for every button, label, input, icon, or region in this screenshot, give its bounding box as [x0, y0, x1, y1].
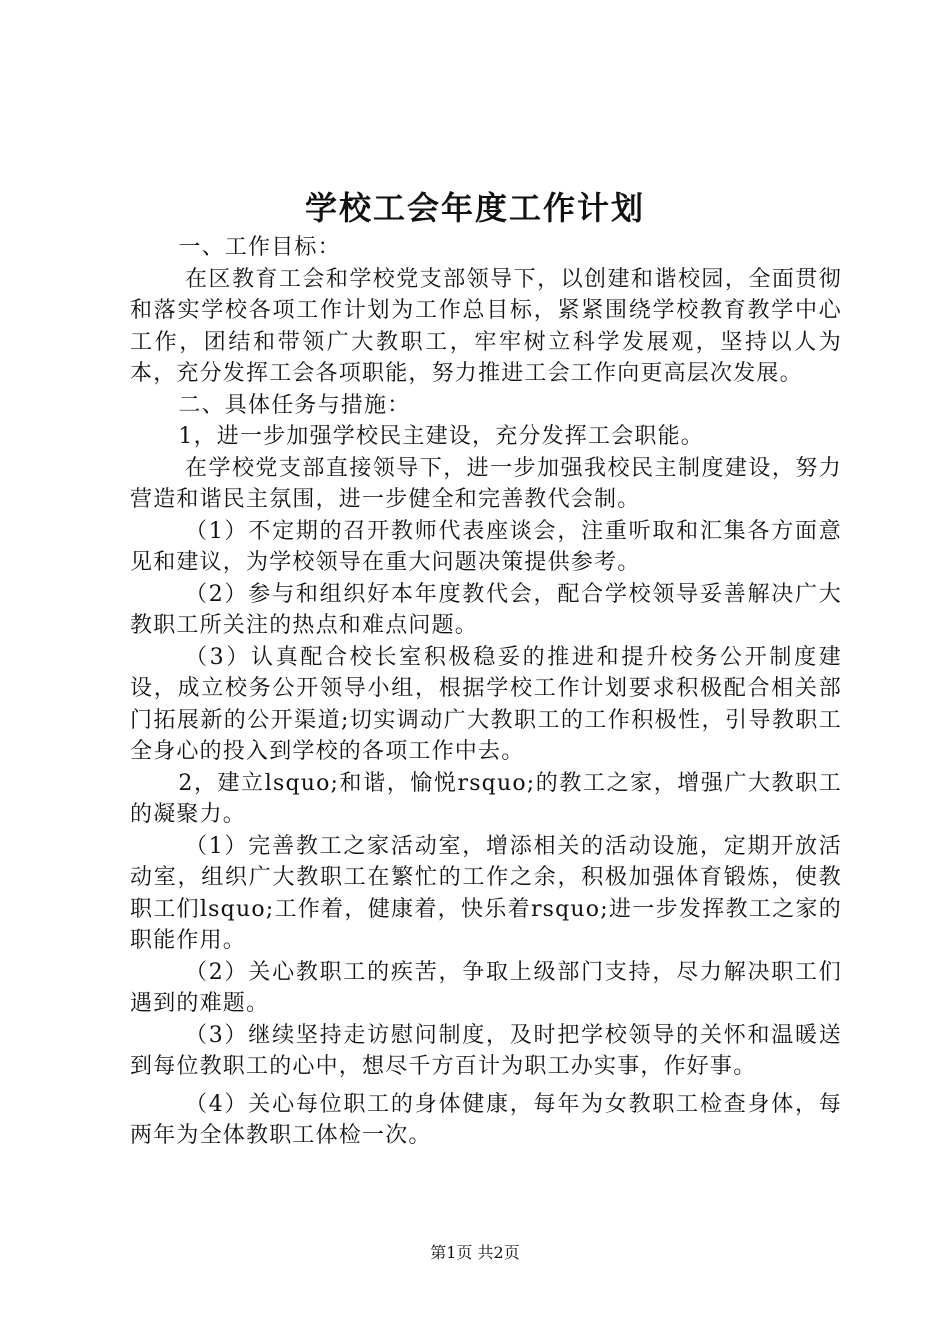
list-item-2-4: （4）关心每位职工的身体健康，每年为女教职工检查身体，每两年为全体教职工体检一次。 [130, 1091, 842, 1148]
section-heading-tasks: 二、具体任务与措施： [178, 392, 411, 418]
paragraph-goals: 在区教育工会和学校党支部领导下，以创建和谐校园，全面贯彻和落实学校各项工作计划为工作总目标，紧紧围绕学校教育教学中心工作，团结和带领广大教职工，牢牢树立科学发展观，坚持以人为本，充分发挥工会各项职能，努力推进工会工作向更高层次发展。 [130, 266, 842, 386]
list-item-1-3: （3）认真配合校长室积极稳妥的推进和提升校务公开制度建设，成立校务公开领导小组，根据学校工作计划要求积极配合相关部门拓展新的公开渠道;切实调动广大教职工的工作积极性，引导教职工全身心的投入到学校的各项工作中去。 [130, 644, 842, 764]
document-title: 学校工会年度工作计划 [304, 189, 645, 227]
document-body [130, 232, 842, 1152]
list-item-2-3: （3）继续坚持走访慰问制度，及时把学校领导的关怀和温暖送到每位教职工的心中，想尽千方百计为职工办实事，作好事。 [130, 1022, 842, 1079]
paragraph-task-1: 在学校党支部直接领导下，进一步加强我校民主制度建设，努力营造和谐民主氛围，进一步健全和完善教代会制。 [130, 455, 842, 512]
page-footer: 第1页 共2页 [430, 1243, 520, 1262]
list-item-2-1: （1）完善教工之家活动室，增添相关的活动设施，定期开放活动室，组织广大教职工在繁忙的工作之余，积极加强体育锻炼，使教职工们lsquo;工作着，健康着，快乐着rsquo;进一步发挥教工之家的职能作用。 [130, 833, 842, 953]
list-item-1-2: （2）参与和组织好本年度教代会，配合学校领导妥善解决广大教职工所关注的热点和难点问题。 [130, 581, 842, 638]
section-heading-goals: 一、工作目标： [178, 235, 341, 260]
task-heading-2: 2，建立lsquo;和谐，愉悦rsquo;的教工之家，增强广大教职工的凝聚力。 [130, 770, 842, 827]
list-item-2-2: （2）关心教职工的疾苦，争取上级部门支持，尽力解决职工们遇到的难题。 [130, 959, 842, 1016]
task-heading-1: 1，进一步加强学校民主建设，充分发挥工会职能。 [178, 424, 704, 449]
list-item-1-1: （1）不定期的召开教师代表座谈会，注重听取和汇集各方面意见和建议，为学校领导在重大问题决策提供参考。 [130, 518, 842, 575]
